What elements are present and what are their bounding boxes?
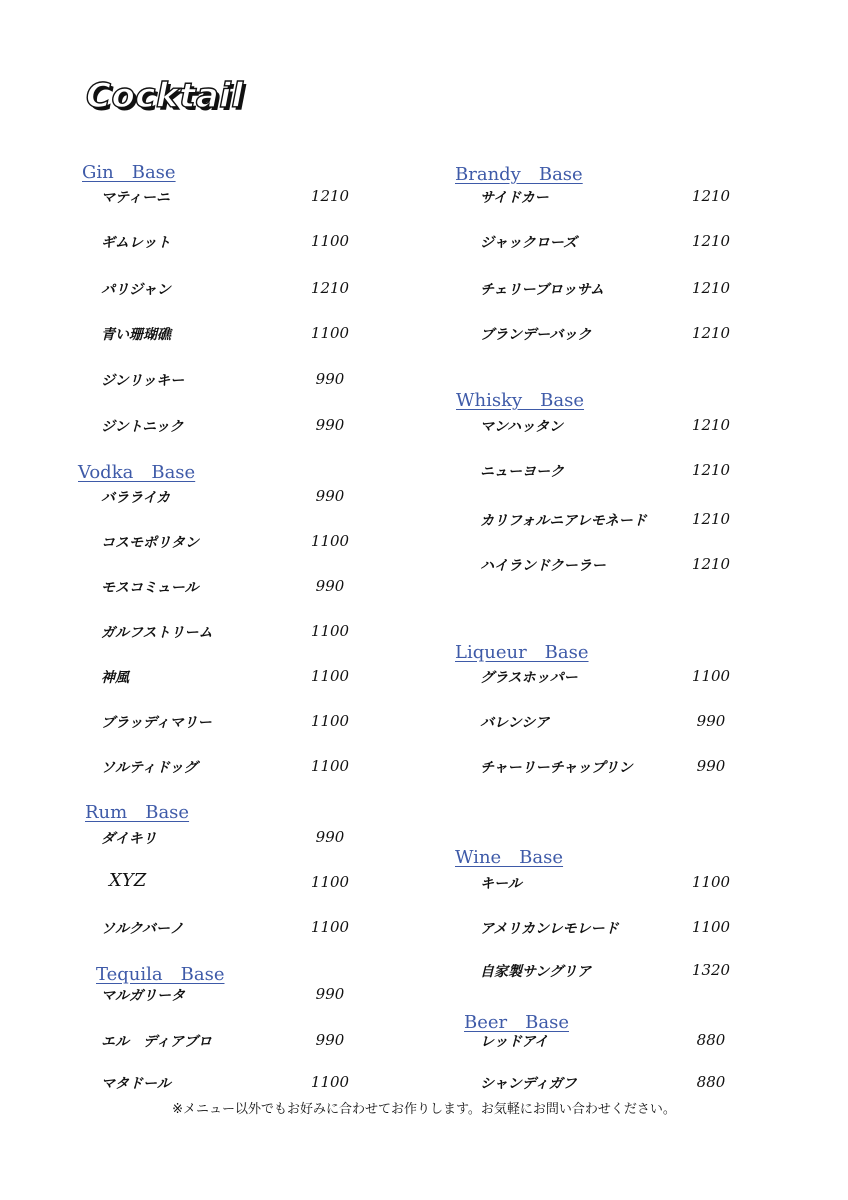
menu-item-name: 神風 [101,670,129,686]
section-heading-liqueur-base: Liqueur Base [455,642,589,663]
section-heading-gin-base: Gin Base [82,162,176,183]
section-heading-vodka-base: Vodka Base [78,462,196,483]
menu-item-name: キール [480,876,522,892]
menu-item-name: XYZ [109,870,147,891]
menu-item-price: 1100 [310,757,350,775]
section-heading-rum-base: Rum Base [85,802,190,823]
section-heading-whisky-base: Whisky Base [456,390,585,411]
menu-item-price: 990 [315,416,345,434]
menu-item-price: 990 [315,487,345,505]
menu-item-name: パリジャン [101,282,171,298]
menu-item-name: エル ディアブロ [101,1034,212,1050]
menu-item-price: 880 [696,1073,726,1091]
menu-item-name: ジャックローズ [480,235,578,251]
menu-item-price: 1100 [310,324,350,342]
menu-item-name: ジンリッキー [101,373,185,389]
footer-note: ※メニュー以外でもお好みに合わせてお作りします。お気軽にお問い合わせください。 [172,1102,676,1117]
menu-item-name: バラライカ [101,490,171,506]
menu-item-price: 990 [315,985,345,1003]
menu-item-name: 自家製サングリア [480,964,592,980]
menu-title: Cocktail [86,76,244,116]
menu-item-price: 1210 [691,187,731,205]
menu-item-name: バレンシア [480,715,550,731]
menu-item-name: ギムレット [101,235,171,251]
menu-item-price: 1100 [310,712,350,730]
menu-item-name: ガルフストリーム [101,625,213,641]
menu-item-name: ダイキリ [101,831,157,847]
menu-item-name: ブランデーバック [480,327,592,343]
section-heading-brandy-base: Brandy Base [455,164,583,185]
menu-item-price: 1210 [310,187,350,205]
menu-item-price: 1100 [310,667,350,685]
section-heading-tequila-base: Tequila Base [96,964,225,985]
menu-item-price: 990 [315,577,345,595]
menu-item-price: 990 [696,757,726,775]
menu-item-price: 990 [315,828,345,846]
menu-item-name: マルガリータ [101,988,185,1004]
menu-item-price: 1100 [310,622,350,640]
menu-item-price: 990 [696,712,726,730]
menu-item-name: ジントニック [101,419,184,435]
menu-item-price: 1210 [691,461,731,479]
menu-item-name: チェリーブロッサム [480,282,604,298]
menu-item-price: 1210 [691,232,731,250]
menu-item-name: ソルティドッグ [101,760,198,776]
menu-item-price: 990 [315,1031,345,1049]
menu-item-name: シャンディガフ [480,1076,577,1092]
menu-item-price: 990 [315,370,345,388]
menu-item-price: 1210 [310,279,350,297]
menu-item-name: サイドカー [480,190,549,206]
menu-item-price: 1100 [691,873,731,891]
menu-item-name: レッドアイ [480,1034,549,1050]
menu-item-price: 1100 [310,232,350,250]
menu-item-price: 1100 [310,918,350,936]
menu-item-name: マンハッタン [480,419,564,435]
menu-item-name: マタドール [101,1076,171,1092]
menu-item-name: グラスホッパー [480,670,578,686]
menu-item-name: コスモポリタン [101,535,199,551]
menu-item-price: 1210 [691,324,731,342]
menu-item-name: ソルクバーノ [101,921,184,937]
menu-item-price: 1210 [691,416,731,434]
menu-item-name: 青い珊瑚礁 [101,327,171,343]
menu-item-price: 1100 [691,667,731,685]
menu-item-name: アメリカンレモレード [480,921,619,937]
menu-item-price: 1210 [691,555,731,573]
menu-item-price: 880 [696,1031,726,1049]
menu-item-name: モスコミュール [101,580,199,596]
menu-item-name: チャーリーチャップリン [480,760,633,776]
menu-item-name: ニューヨーク [480,464,564,480]
menu-item-price: 1100 [310,1073,350,1091]
menu-item-name: マティーニ [101,190,170,206]
menu-item-price: 1210 [691,510,731,528]
section-heading-wine-base: Wine Base [455,847,564,868]
menu-item-price: 1100 [310,532,350,550]
menu-item-price: 1320 [691,961,731,979]
section-heading-beer-base: Beer Base [464,1012,569,1033]
menu-item-name: カリフォルニアレモネード [480,513,647,529]
menu-item-price: 1100 [310,873,350,891]
menu-item-name: ハイランドクーラー [480,558,606,574]
menu-item-name: ブラッディマリー [101,715,212,731]
menu-item-price: 1100 [691,918,731,936]
menu-item-price: 1210 [691,279,731,297]
